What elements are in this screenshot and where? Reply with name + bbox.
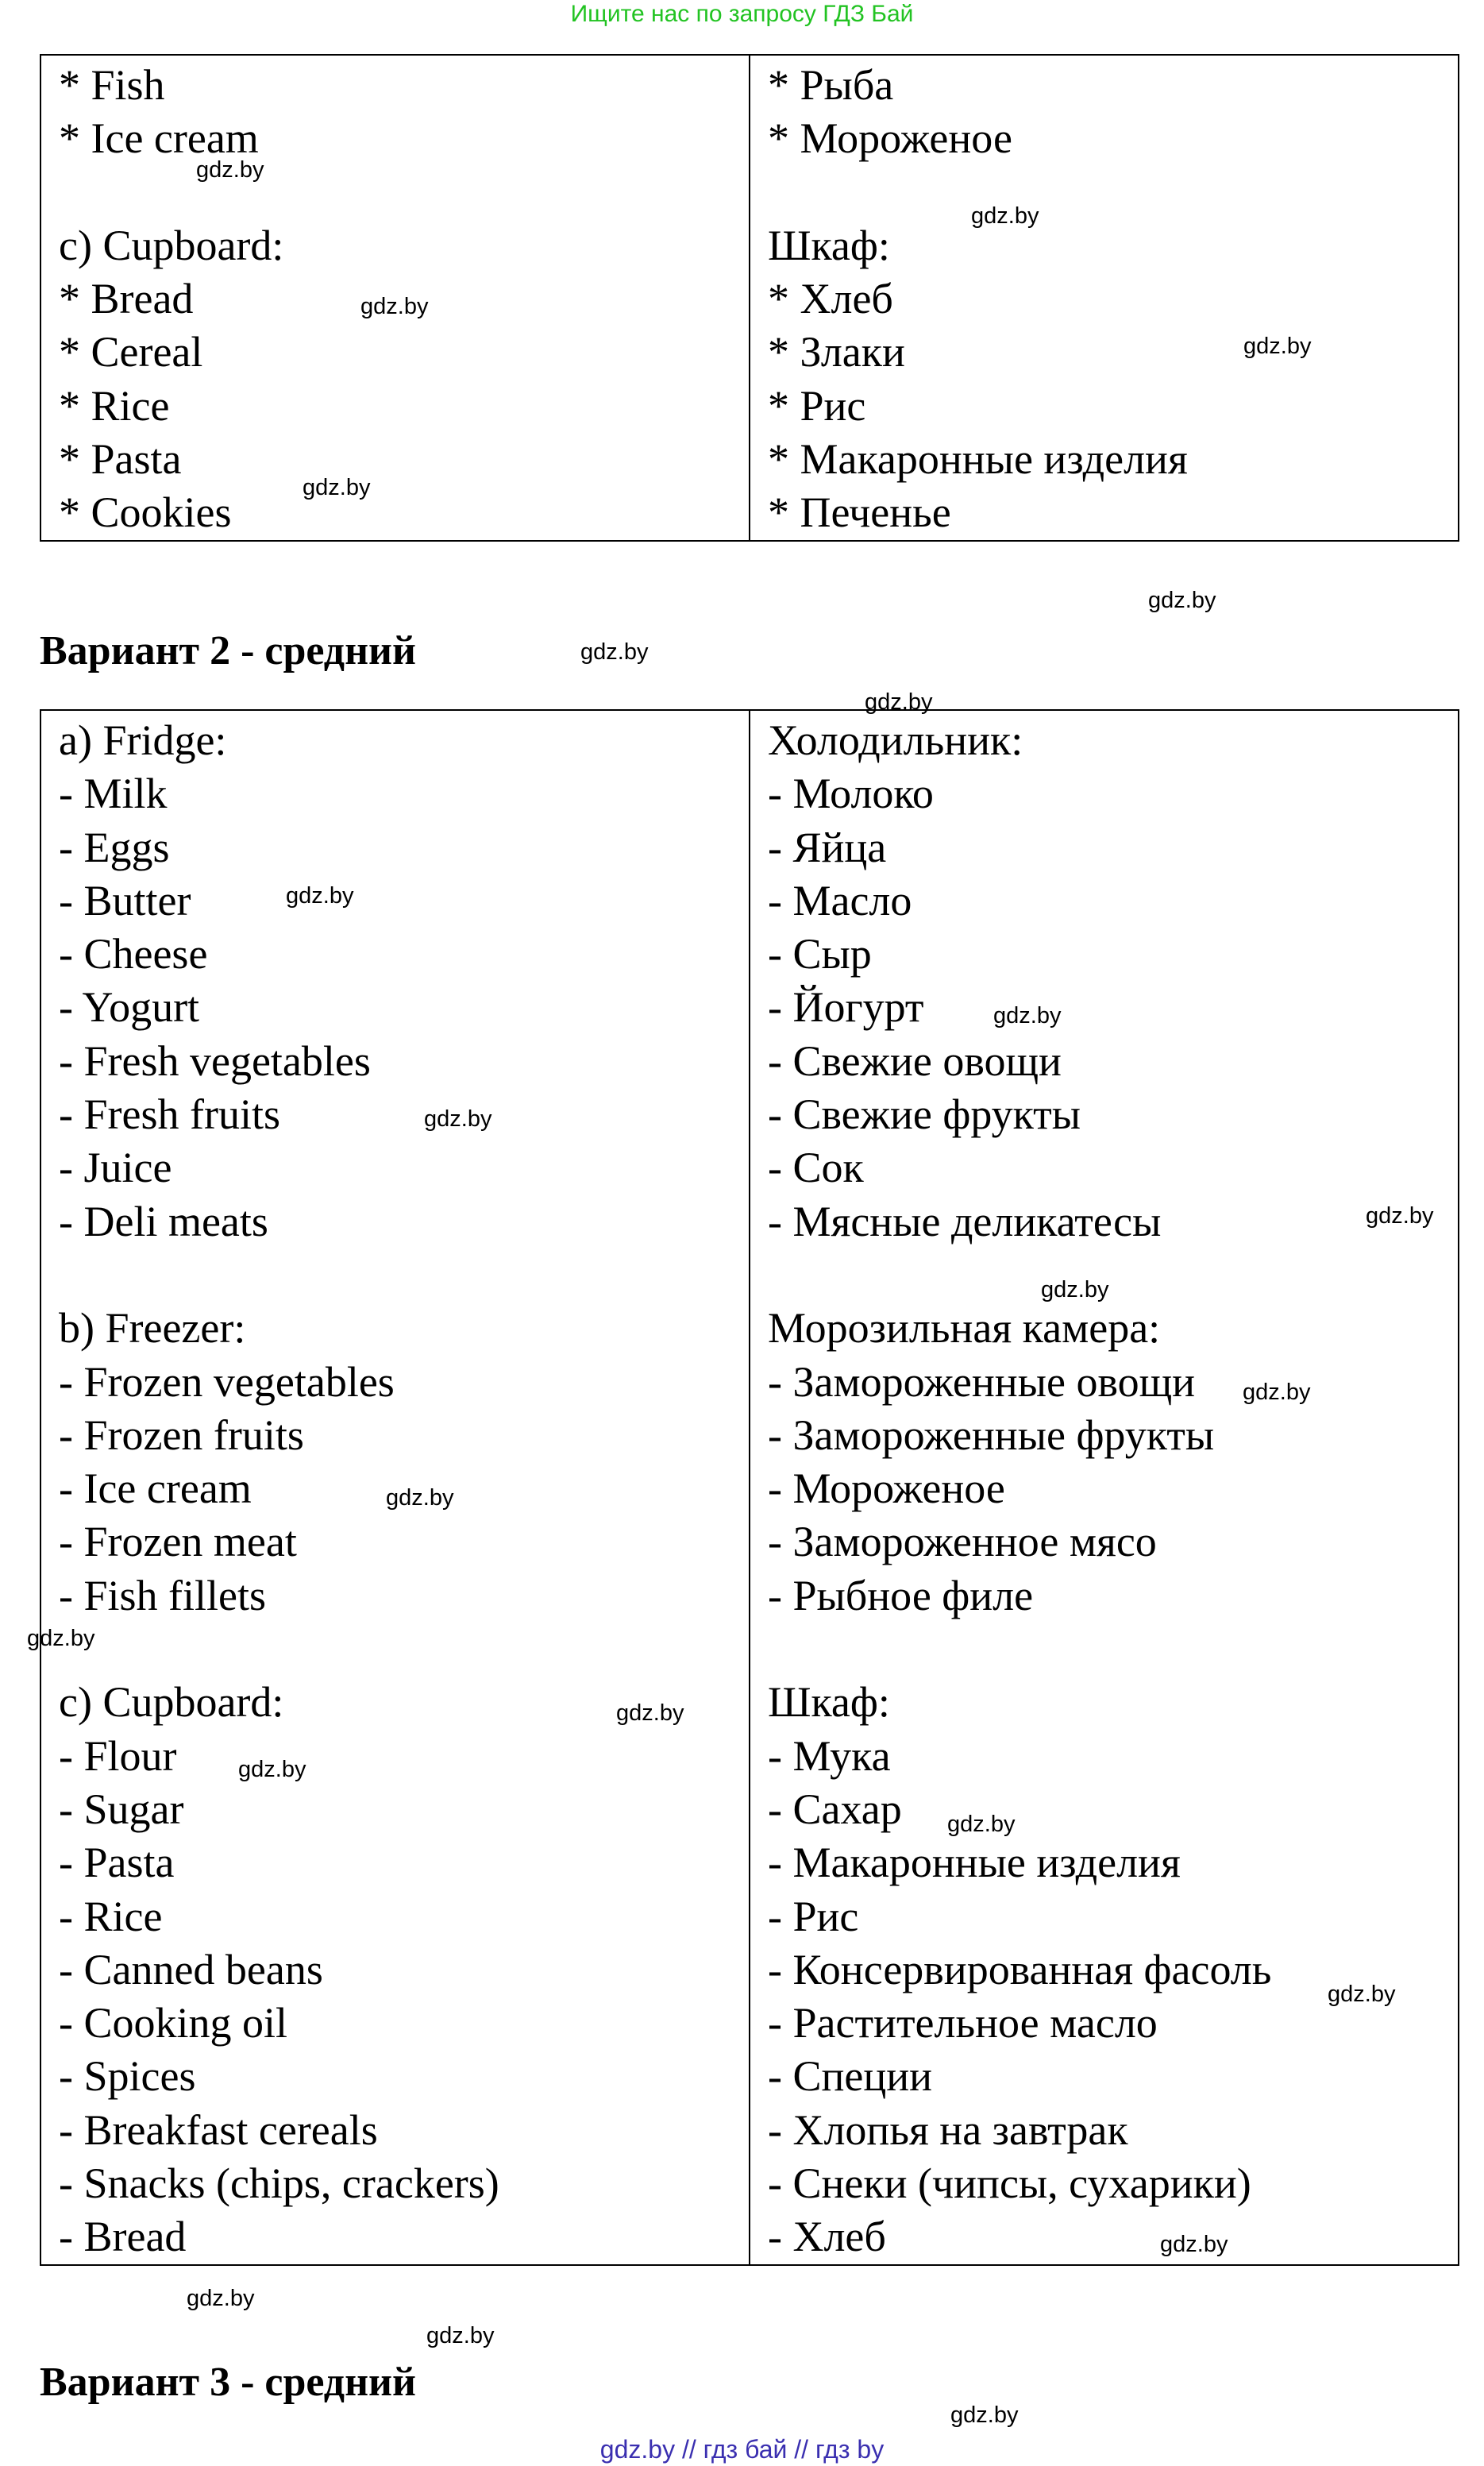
list-item: - Сыр [768, 930, 872, 978]
blank-line [768, 166, 1442, 219]
watermark: gdz.by [1366, 1203, 1434, 1229]
list-item: * Рис [768, 381, 866, 430]
list-item: * Rice [59, 381, 170, 430]
list-item: c) Cupboard: [59, 221, 284, 269]
list-item: - Масло [768, 876, 912, 924]
watermark: gdz.by [386, 1485, 454, 1511]
list-item: - Bread [59, 2213, 187, 2261]
list-item: * Хлеб [768, 275, 893, 323]
list-item: - Мороженое [768, 1465, 1005, 1513]
watermark: gdz.by [947, 1812, 1016, 1837]
watermark: gdz.by [360, 294, 429, 319]
list-item: Холодильник: [768, 716, 1023, 764]
russian-column [750, 710, 1459, 2265]
list-item: - Yogurt [59, 983, 200, 1032]
watermark: gdz.by [993, 1003, 1062, 1028]
variant-2-heading: Вариант 2 - средний [40, 628, 416, 673]
list-item: - Специи [768, 2052, 933, 2101]
watermark: gdz.by [1328, 1982, 1396, 2007]
list-item: - Juice [59, 1144, 172, 1192]
watermark: gdz.by [1243, 1380, 1311, 1405]
blank-line [59, 1248, 733, 1302]
watermark: gdz.by [950, 2402, 1019, 2428]
watermark: gdz.by [1148, 588, 1216, 613]
list-item: c) Cupboard: [59, 1678, 284, 1727]
list-item: - Cheese [59, 930, 208, 978]
list-item: - Растительное масло [768, 1999, 1158, 2047]
list-item: - Хлеб [768, 2213, 886, 2261]
list-item: - Йогурт [768, 983, 924, 1032]
list-item: - Frozen fruits [59, 1411, 304, 1459]
list-item: - Breakfast cereals [59, 2105, 378, 2154]
watermark: gdz.by [27, 1626, 95, 1651]
answer-table-variant-2 [40, 709, 1459, 2266]
list-item: - Butter [59, 876, 191, 924]
list-item: * Мороженое [768, 114, 1012, 163]
list-item: * Cookies [59, 488, 232, 537]
list-item: - Fish fillets [59, 1571, 267, 1619]
list-item: - Sugar [59, 1785, 184, 1833]
list-item: - Хлопья на завтрак [768, 2105, 1128, 2154]
list-item: - Snacks (chips, crackers) [59, 2159, 499, 2208]
list-item: - Макаронные изделия [768, 1839, 1181, 1887]
list-item: - Молоко [768, 770, 934, 818]
watermark: gdz.by [187, 2286, 255, 2311]
list-item: * Cereal [59, 328, 203, 376]
watermark: gdz.by [303, 475, 371, 500]
list-item: - Fresh fruits [59, 1090, 280, 1139]
list-item: - Сок [768, 1144, 864, 1192]
list-item: * Печенье [768, 488, 951, 537]
list-item: Шкаф: [768, 1678, 890, 1727]
list-item: - Cooking oil [59, 1999, 288, 2047]
list-item: a) Fridge: [59, 716, 227, 764]
list-item: - Мука [768, 1731, 891, 1780]
watermark: gdz.by [238, 1757, 306, 1782]
list-item: - Milk [59, 770, 168, 818]
watermark: gdz.by [865, 689, 933, 715]
watermark: gdz.by [286, 883, 354, 909]
watermark: gdz.by [1160, 2232, 1228, 2257]
list-item: - Fresh vegetables [59, 1036, 371, 1085]
watermark: gdz.by [616, 1700, 684, 1726]
list-item: - Консервированная фасоль [768, 1945, 1272, 1993]
russian-column [750, 55, 1459, 541]
list-item: - Pasta [59, 1839, 175, 1887]
list-item: Морозильная камера: [768, 1304, 1161, 1353]
watermark: gdz.by [1243, 334, 1312, 359]
list-item: - Deli meats [59, 1197, 268, 1245]
watermark: gdz.by [971, 203, 1039, 229]
list-item: * Злаки [768, 328, 905, 376]
list-item: - Замороженное мясо [768, 1518, 1157, 1566]
answer-table-variant-1 [40, 54, 1459, 542]
list-item: - Замороженные овощи [768, 1357, 1196, 1406]
list-item: * Ice cream [59, 114, 259, 163]
list-item: - Свежие овощи [768, 1036, 1062, 1085]
list-item: Шкаф: [768, 221, 890, 269]
list-item: - Мясные деликатесы [768, 1197, 1162, 1245]
watermark: gdz.by [196, 157, 264, 183]
watermark: gdz.by [580, 639, 649, 665]
list-item: * Fish [59, 61, 165, 109]
footer-links[interactable]: gdz.by // гдз бай // гдз by [599, 2435, 885, 2464]
blank-line [59, 1623, 733, 1676]
list-item: - Rice [59, 1892, 163, 1940]
list-item: - Canned beans [59, 1945, 323, 1993]
watermark: gdz.by [426, 2323, 495, 2348]
list-item: - Eggs [59, 823, 170, 871]
list-item: * Bread [59, 275, 194, 323]
list-item: - Ice cream [59, 1465, 252, 1513]
blank-line [59, 166, 733, 219]
list-item: - Frozen vegetables [59, 1357, 395, 1406]
list-item: * Макаронные изделия [768, 435, 1188, 484]
list-item: * Рыба [768, 61, 894, 109]
list-item: - Сахар [768, 1785, 902, 1833]
list-item: - Яйца [768, 823, 887, 871]
list-item: b) Freezer: [59, 1304, 246, 1353]
watermark: gdz.by [1041, 1277, 1109, 1302]
list-item: - Рис [768, 1892, 859, 1940]
variant-3-heading: Вариант 3 - средний [40, 2360, 416, 2405]
list-item: - Рыбное филе [768, 1571, 1034, 1619]
list-item: - Frozen meat [59, 1518, 297, 1566]
list-item: - Flour [59, 1731, 177, 1780]
watermark: gdz.by [424, 1106, 492, 1132]
list-item: - Spices [59, 2052, 196, 2101]
list-item: - Замороженные фрукты [768, 1411, 1215, 1459]
blank-line [768, 1623, 1442, 1676]
list-item: * Pasta [59, 435, 182, 484]
top-banner[interactable]: Ищите нас по запросу ГДЗ Бай [570, 1, 914, 27]
list-item: - Снеки (чипсы, сухарики) [768, 2159, 1251, 2208]
list-item: - Свежие фрукты [768, 1090, 1081, 1139]
